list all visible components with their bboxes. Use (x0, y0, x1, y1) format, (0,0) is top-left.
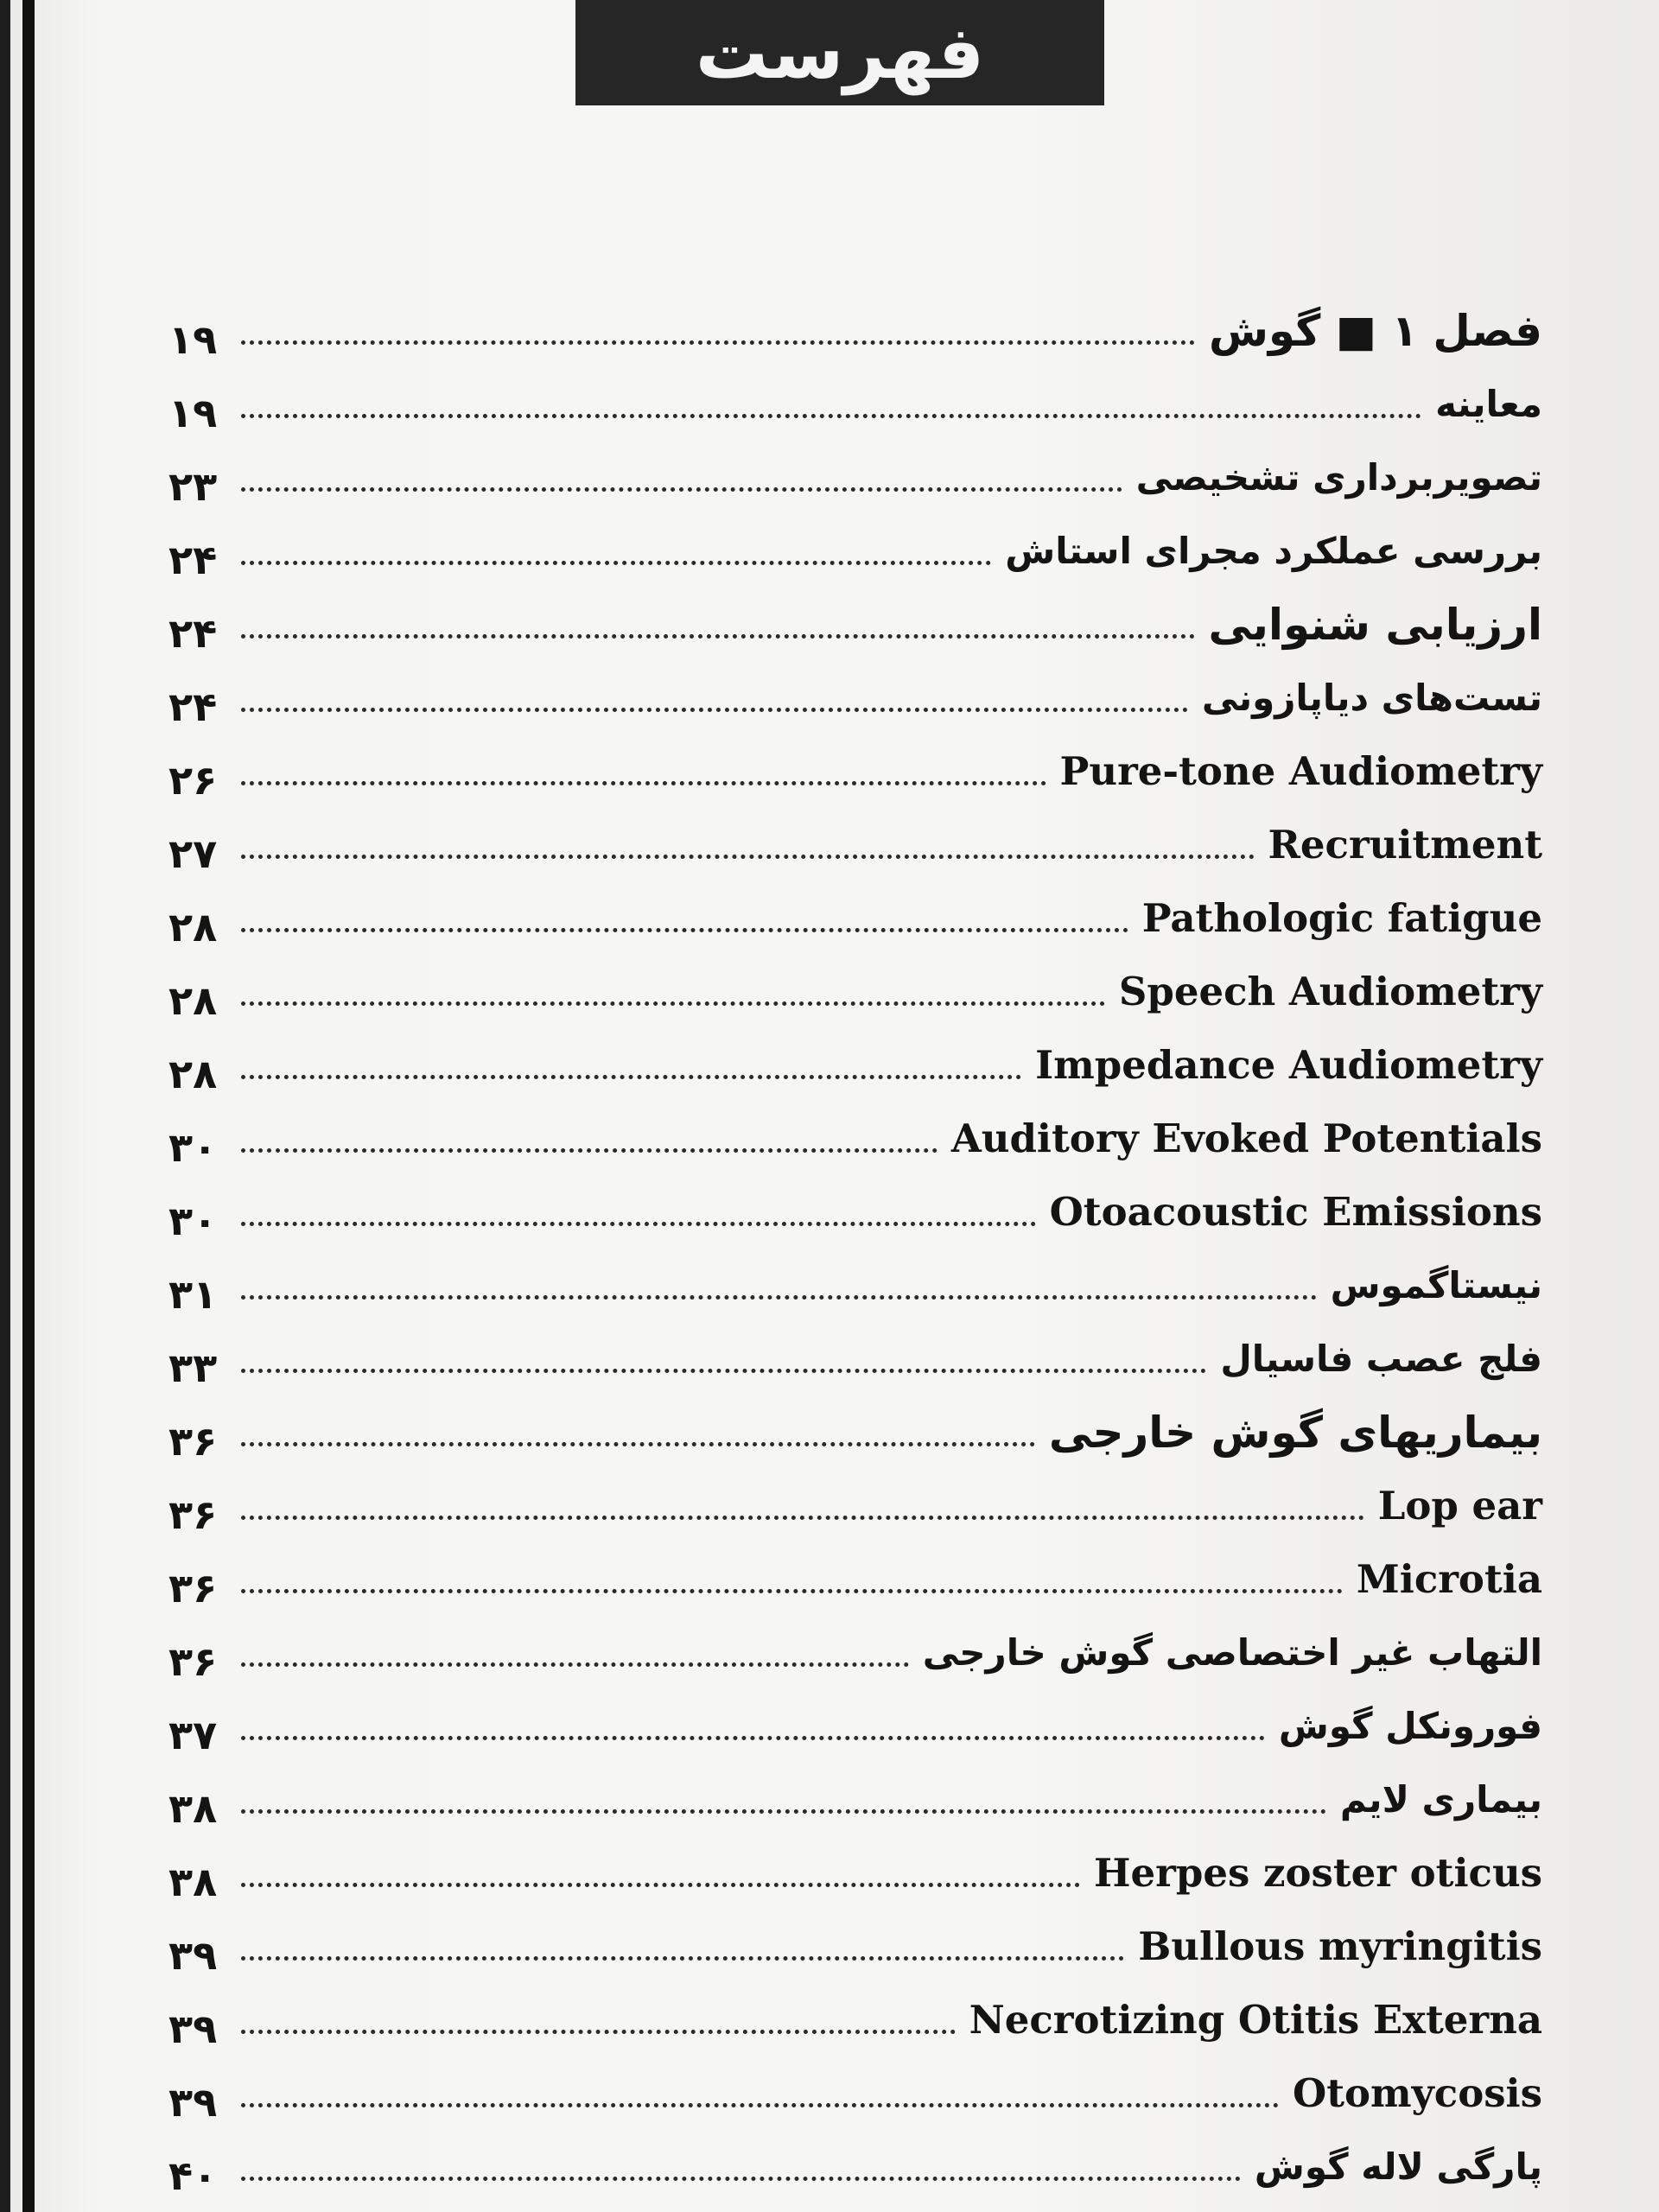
toc-entry (168, 2130, 1542, 2203)
toc-entry (168, 1322, 1542, 1395)
dot-leader (241, 1736, 1265, 1740)
toc-entry-title: فلج عصب فاسیال (1220, 1338, 1542, 1380)
toc-entry (168, 1395, 1542, 1469)
toc-page-number: ۲۴ (168, 536, 218, 583)
toc-page-number: ۲۸ (168, 976, 218, 1024)
dot-leader (241, 561, 991, 565)
toc-page-number: ۳۹ (168, 1931, 218, 1979)
dot-leader (241, 340, 1195, 345)
toc-entry-title: پارگی لاله گوش (1254, 2145, 1542, 2188)
dot-leader (241, 1662, 909, 1667)
dot-leader (241, 2103, 1279, 2107)
dot-leader (241, 1148, 938, 1153)
toc-page-number: ۲۴ (168, 609, 218, 657)
toc-page-number: ۳۶ (168, 1491, 218, 1538)
toc-entry-title: بیماری لایم (1339, 1778, 1542, 1821)
toc-entry (168, 1175, 1542, 1249)
toc-page-number: ۳۹ (168, 2078, 218, 2126)
toc-page-number: ۲۶ (168, 756, 218, 804)
dot-leader (241, 1809, 1326, 1814)
toc-entry-title: فورونکل گوش (1278, 1705, 1542, 1747)
toc-entry (168, 881, 1542, 955)
page-title: فهرست (695, 10, 985, 95)
toc-page-number: ۲۳ (168, 462, 218, 510)
toc-entry (168, 1910, 1542, 1983)
dot-leader (241, 1883, 1080, 1887)
toc-page-number: ۳۶ (168, 1417, 218, 1465)
dot-leader (241, 1295, 1317, 1300)
toc-page-number: ۳۶ (168, 1564, 218, 1611)
toc-page-number: ۲۸ (168, 1050, 218, 1097)
dot-leader (241, 1516, 1364, 1520)
page-edge-shadow (0, 0, 10, 2212)
dot-leader (241, 1589, 1343, 1593)
toc-entry-title: تصویربرداری تشخیصی (1135, 456, 1542, 499)
toc-entry-title: ارزیابی شنوایی (1208, 599, 1542, 650)
toc-page-number: ۳۹ (168, 2005, 218, 2052)
toc-entry-title: Otoacoustic Emissions (1049, 1189, 1542, 1235)
toc-entry (168, 514, 1542, 588)
toc-entry (168, 588, 1542, 661)
toc-entry (168, 1983, 1542, 2056)
toc-page-number: ۲۸ (168, 903, 218, 950)
toc-entry (168, 1542, 1542, 1616)
toc-entry (168, 808, 1542, 881)
toc-entry-title: Necrotizing Otitis Externa (969, 1997, 1542, 2043)
toc-entry-title: Pathologic fatigue (1141, 895, 1542, 941)
toc-entry-title: Impedance Audiometry (1035, 1042, 1542, 1088)
dot-leader (241, 487, 1122, 492)
dot-leader (241, 1222, 1036, 1226)
toc-entry (168, 1763, 1542, 1836)
toc-entry (168, 1616, 1542, 1689)
toc-entry-title: Otomycosis (1293, 2070, 1542, 2116)
dot-leader (241, 855, 1255, 859)
table-of-contents (168, 294, 1542, 2203)
toc-page-number: ۲۴ (168, 683, 218, 730)
dot-leader (241, 781, 1046, 785)
toc-page-number: ۲۷ (168, 830, 218, 877)
toc-entry-title: Auditory Evoked Potentials (950, 1116, 1542, 1161)
toc-page-number: ۳۷ (168, 1711, 218, 1758)
toc-page-number: ۳۱ (168, 1270, 218, 1318)
toc-page-number: ۳۳ (168, 1344, 218, 1391)
dot-leader (241, 928, 1128, 932)
dot-leader (241, 634, 1195, 639)
toc-entry-title: التهاب غیر اختصاصی گوش خارجی (922, 1631, 1542, 1674)
toc-page-number: ۳۸ (168, 1858, 218, 1905)
toc-entry-title: بررسی عملکرد مجرای استاش (1005, 530, 1542, 572)
toc-page-number: ۳۰ (168, 1197, 218, 1244)
toc-entry (168, 1836, 1542, 1910)
toc-entry-title: Speech Audiometry (1118, 969, 1542, 1014)
toc-entry (168, 2056, 1542, 2130)
toc-page-number: ۴۰ (168, 2152, 218, 2199)
toc-entry (168, 955, 1542, 1028)
binding-border (22, 0, 35, 2212)
toc-entry-title: تست‌های دیاپازونی (1201, 677, 1542, 719)
toc-entry-title: Lop ear (1377, 1483, 1542, 1529)
toc-entry (168, 661, 1542, 734)
dot-leader (241, 414, 1421, 418)
toc-page-number: ۳۰ (168, 1123, 218, 1171)
toc-entry (168, 367, 1542, 441)
toc-entry-title: فصل ۱ ■ گوش (1208, 305, 1542, 356)
dot-leader (241, 2030, 956, 2034)
header-banner (575, 0, 1104, 105)
toc-entry-title: Pure-tone Audiometry (1059, 748, 1542, 794)
dot-leader (241, 1075, 1021, 1079)
toc-entry (168, 1689, 1542, 1763)
toc-entry (168, 1249, 1542, 1322)
toc-page-number: ۳۸ (168, 1784, 218, 1832)
toc-entry-title: Bullous myringitis (1138, 1923, 1542, 1969)
toc-page-number: ۱۹ (168, 315, 218, 363)
toc-entry-title: Recruitment (1268, 822, 1542, 868)
toc-entry-title: معاینه (1435, 383, 1542, 425)
toc-entry-title: Microtia (1356, 1556, 1542, 1602)
dot-leader (241, 1442, 1035, 1446)
toc-entry-title: Herpes zoster oticus (1094, 1850, 1542, 1896)
toc-entry (168, 734, 1542, 808)
toc-entry-title: نیستاگموس (1330, 1264, 1542, 1306)
toc-entry (168, 1469, 1542, 1542)
dot-leader (241, 1956, 1124, 1961)
dot-leader (241, 1001, 1105, 1006)
toc-page-number: ۳۶ (168, 1637, 218, 1685)
dot-leader (241, 708, 1188, 712)
dot-leader (241, 2177, 1241, 2181)
toc-page-number: ۱۹ (168, 389, 218, 436)
dot-leader (241, 1369, 1206, 1373)
toc-entry-title: بیماریهای گوش خارجی (1048, 1407, 1542, 1458)
toc-entry (168, 1028, 1542, 1102)
toc-entry (168, 441, 1542, 514)
toc-entry (168, 294, 1542, 367)
toc-entry (168, 1102, 1542, 1175)
